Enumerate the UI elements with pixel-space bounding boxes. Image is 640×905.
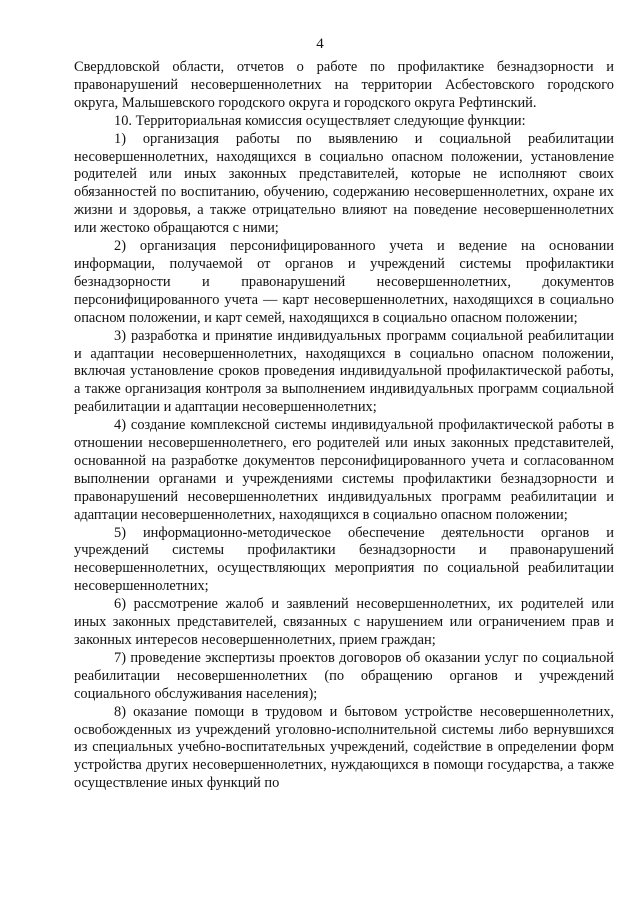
paragraph-item-6: 6) рассмотрение жалоб и заявлений несовершеннолетних, их родителей или иных законных представителей, связанных с нарушением или ограничением прав и законных интересов несовершеннолетних, прием граждан;: [74, 596, 614, 648]
paragraph-item-3: 3) разработка и принятие индивидуальных программ социальной реабилитации и адаптации несовершеннолетних, находящихся в социально опасном положении, включая установление сроков проведения индивидуальной профилактической работы, а также организация контроля за выполнением индивидуальных программ социальной реабилитации и адаптации несовершеннолетних;: [74, 327, 614, 416]
paragraph-continuation: Свердловской области, отчетов о работе по профилактике безнадзорности и правонарушений несовершеннолетних на территории Асбестовского городского округа, Малышевского городского округа и городского округа Рефтинский.: [74, 59, 614, 111]
paragraph-item-8: 8) оказание помощи в трудовом и бытовом устройстве несовершеннолетних, освобожденных из учреждений уголовно-исполнительной системы либо вернувшихся из специальных учебно-воспитательных учреждений, содействие в определении форм устройства других несовершеннолетних, нуждающихся в помощи государства, а также осуществление иных функций по: [74, 703, 614, 792]
page-number: 4: [316, 36, 324, 52]
paragraph-item-5: 5) информационно-методическое обеспечение деятельности органов и учреждений системы профилактики безнадзорности и правонарушений несовершеннолетних, осуществляющих мероприятия по социальной реабилитации несовершеннолетних;: [74, 524, 614, 595]
paragraph-item-1: 1) организация работы по выявлению и социальной реабилитации несовершеннолетних, находящихся в социально опасном положении, установление родителей или иных законных представителей, которые не исполняют своих обязанностей по воспитанию, обучению, содержанию несовершеннолетних, охране их жизни и здоровья, а также отрицательно влияют на поведение несовершеннолетних или жестоко обращаются с ними;: [74, 130, 614, 237]
document-body: [74, 59, 614, 793]
paragraph-item-4: 4) создание комплексной системы индивидуальной профилактической работы в отношении несовершеннолетнего, его родителей или иных законных представителей, основанной на разработке документов персонифицированного учета и согласованном выполнении органами и учреждениями системы профилактики безнадзорности и правонарушений несовершеннолетних индивидуальных программ реабилитации и адаптации несовершеннолетних, находящихся в социально опасном положении;: [74, 417, 614, 523]
paragraph-item-2: 2) организация персонифицированного учета и ведение на основании информации, получаемой от органов и учреждений системы профилактики безнадзорности и правонарушений несовершеннолетних, документов персонифицированного учета — карт несовершеннолетних, находящихся в социально опасном положении, и карт семей, находящихся в социально опасном положении;: [74, 238, 614, 326]
paragraph-section-10: 10. Территориальная комиссия осуществляет следующие функции:: [114, 112, 526, 129]
paragraph-item-7: 7) проведение экспертизы проектов договоров об оказании услуг по социальной реабилитации несовершеннолетних (по обращению органов и учреждений социального обслуживания населения);: [74, 649, 614, 702]
